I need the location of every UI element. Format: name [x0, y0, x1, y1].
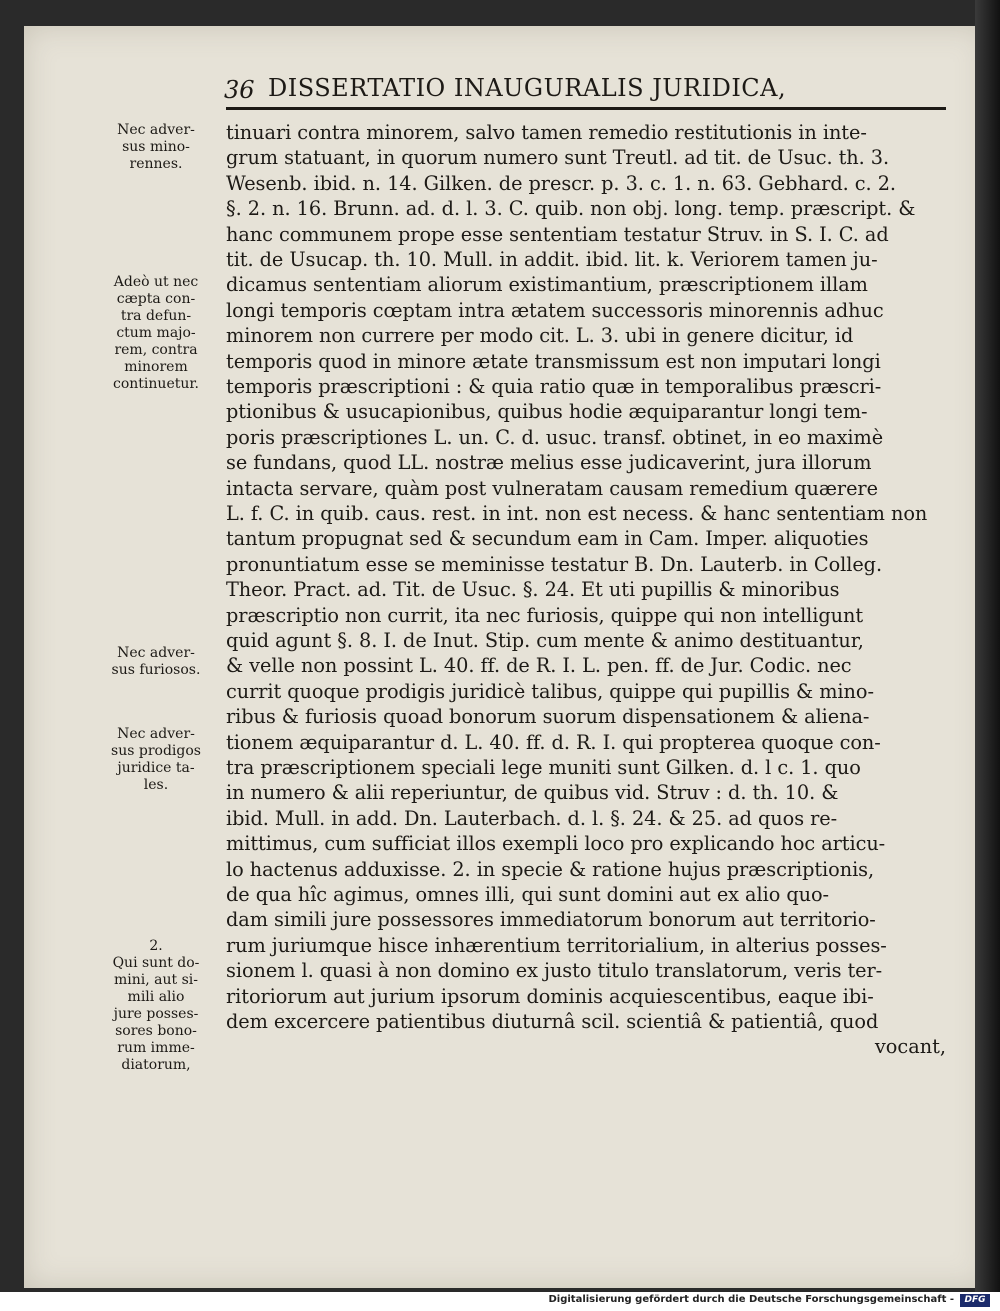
- margin-note-line: minorem: [124, 359, 188, 375]
- text-line: rum juriumque hisce inhærentium territorialium, in alterius posses-: [226, 933, 887, 957]
- margin-note-line: Nec adver-: [117, 645, 195, 661]
- footer-credit: Digitalisierung gefördert durch die Deutsche Forschungsgemeinschaft -: [548, 1294, 954, 1305]
- margin-note-line: rem, contra: [114, 342, 198, 358]
- margin-note: [92, 122, 220, 173]
- text-line: tantum propugnat sed & secundum eam in Cam. Imper. aliquoties: [226, 527, 869, 551]
- text-line: in numero & alii reperiuntur, de quibus vid. Struv : d. th. 10. &: [226, 781, 839, 805]
- text-line: hanc communem prope esse sententiam testatur Struv. in S. I. C. ad: [226, 222, 889, 246]
- text-line: L. f. C. in quib. caus. rest. in int. non est necess. & hanc sententiam non: [226, 502, 928, 525]
- margin-note-line: Qui sunt do-: [112, 955, 200, 971]
- margin-note-line: Adeò ut nec: [113, 274, 199, 290]
- margin-note-line: les.: [143, 777, 169, 793]
- margin-note-line: rum imme-: [117, 1040, 195, 1056]
- margin-note-line: tra defun-: [120, 308, 192, 324]
- margin-note: [92, 274, 220, 393]
- text-line: intacta servare, quàm post vulneratam causam remedium quærere: [226, 476, 878, 500]
- text-line: longi temporis cœptam intra ætatem successoris minorennis adhuc: [226, 298, 884, 322]
- text-line: se fundans, quod LL. nostræ melius esse judicaverint, jura illorum: [226, 451, 872, 475]
- text-line: temporis quod in minore ætate transmissum est non imputari longi: [226, 349, 881, 373]
- text-line: minorem non currere per modo cit. L. 3. ubi in genere dicitur, id: [226, 324, 854, 348]
- margin-note-line: Nec adver-: [117, 122, 195, 138]
- text-line: §. 2. n. 16. Brunn. ad. d. l. 3. C. quib. non obj. long. temp. præscript. &: [226, 197, 916, 221]
- running-head: DISSERTATIO INAUGURALIS JURIDICA,: [268, 74, 787, 102]
- text-line: lo hactenus adduxisse. 2. in specie & ratione hujus præscriptionis,: [226, 857, 875, 881]
- text-line: poris præscriptiones L. un. C. d. usuc. transf. obtinet, in eo maximè: [226, 425, 884, 449]
- margin-note-line: continuetur.: [113, 376, 199, 392]
- margin-note: [92, 938, 220, 1074]
- margin-note-line: juridice ta-: [117, 760, 195, 776]
- dfg-logo: DFG: [960, 1294, 990, 1307]
- text-line: pronuntiatum esse se meminisse testatur B. Dn. Lauterb. in Colleg.: [226, 552, 883, 576]
- margin-note-line: 2.: [149, 938, 163, 954]
- margin-note-line: rennes.: [129, 156, 183, 172]
- margin-note-line: Nec adver-: [117, 726, 195, 742]
- margin-note-line: sus mino-: [122, 139, 190, 155]
- margin-note-line: sus furiosos.: [111, 662, 201, 678]
- page-number: 36: [224, 76, 255, 104]
- margin-note-line: jure posses-: [113, 1006, 199, 1022]
- margin-note-line: ctum majo-: [116, 325, 196, 341]
- margin-note-line: cæpta con-: [116, 291, 196, 307]
- text-line: Wesenb. ibid. n. 14. Gilken. de prescr. p. 3. c. 1. n. 63. Gebhard. c. 2.: [226, 171, 896, 195]
- margin-note-line: sores bono-: [115, 1023, 197, 1039]
- text-line: præscriptio non currit, ita nec furiosis, quippe qui non intelligunt: [226, 603, 864, 627]
- catchword: vocant,: [874, 1035, 946, 1059]
- scan-edge: [975, 0, 1000, 1292]
- text-line: ptionibus & usucapionibus, quibus hodie æquiparantur longi tem-: [226, 400, 868, 424]
- margin-note-line: mili alio: [127, 989, 185, 1005]
- text-line: dem excercere patientibus diuturnâ scil. scientiâ & patientiâ, quod: [226, 1010, 879, 1033]
- header-rule: [226, 107, 946, 110]
- text-line: dam simili jure possessores immediatorum bonorum aut territorio-: [226, 908, 876, 932]
- text-line: tinuari contra minorem, salvo tamen remedio restitutionis in inte-: [226, 121, 867, 144]
- text-line: Theor. Pract. ad. Tit. de Usuc. §. 24. Et uti pupillis & minoribus: [226, 578, 840, 602]
- text-line: ibid. Mull. in add. Dn. Lauterbach. d. l. §. 24. & 25. ad quos re-: [226, 806, 838, 830]
- text-line: de qua hîc agimus, omnes illi, qui sunt domini aut ex alio quo-: [226, 883, 829, 906]
- text-line: grum statuant, in quorum numero sunt Treutl. ad tit. de Usuc. th. 3.: [226, 146, 890, 170]
- margin-note-line: sus prodigos: [111, 743, 201, 759]
- text-line: dicamus sententiam aliorum existimantium, præscriptionem illam: [226, 273, 868, 297]
- text-line: sionem l. quasi à non domino ex justo titulo translatorum, veris ter-: [226, 959, 883, 983]
- text-line: ritoriorum aut jurium ipsorum dominis acquiescentibus, eaque ibi-: [226, 984, 874, 1008]
- text-line: tra præscriptionem speciali lege muniti sunt Gilken. d. l c. 1. quo: [226, 756, 861, 779]
- text-line: tit. de Usucap. th. 10. Mull. in addit. ibid. lit. k. Veriorem tamen ju-: [226, 248, 878, 271]
- text-line: & velle non possint L. 40. ff. de R. I. L. pen. ff. de Jur. Codic. nec: [226, 654, 852, 678]
- text-line: mittimus, cum sufficiat illos exempli loco pro explicando hoc articu-: [226, 832, 886, 856]
- margin-note: [92, 645, 220, 679]
- text-line: ribus & furiosis quoad bonorum suorum dispensationem & aliena-: [226, 705, 870, 729]
- text-line: quid agunt §. 8. I. de Inut. Stip. cum mente & animo destituantur,: [226, 629, 864, 652]
- text-line: tionem æquiparantur d. L. 40. ff. d. R. I. qui propterea quoque con-: [226, 730, 881, 754]
- margin-note: [92, 726, 220, 794]
- text-line: temporis præscriptioni : & quia ratio quæ in temporalibus præscri-: [226, 375, 882, 398]
- margin-note-line: diatorum,: [121, 1057, 191, 1073]
- text-line: currit quoque prodigis juridicè talibus, quippe qui pupillis & mino-: [226, 679, 874, 703]
- margin-note-line: mini, aut si-: [114, 972, 198, 988]
